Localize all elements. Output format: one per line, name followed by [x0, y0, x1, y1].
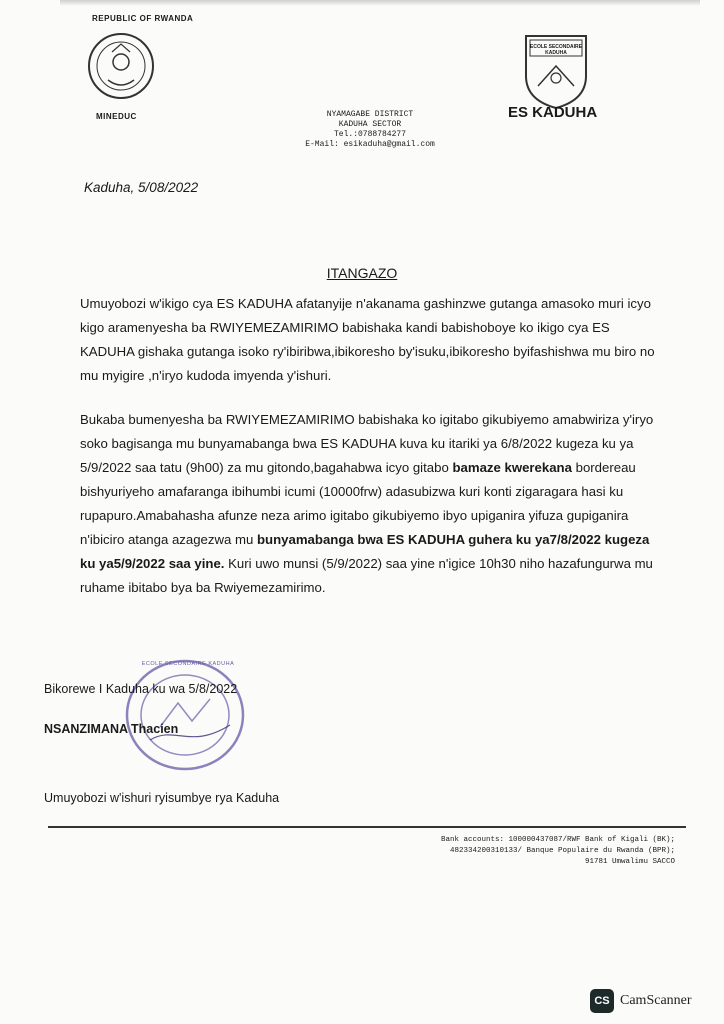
signature-place-date: Bikorewe I Kaduha ku wa 5/8/2022 [44, 682, 238, 696]
bank-line-2: 482334200310133/ Banque Populaire du Rwanda (BPR); [449, 847, 675, 855]
crest-text: ECOLE SECONDAIRE KADUHA [530, 44, 582, 56]
signatory-role: Umuyobozi w'ishuri ryisumbye rya Kaduha [44, 791, 280, 805]
date-line: Kaduha, 5/08/2022 [84, 180, 199, 195]
paragraph-2-part-2: bordereau bishyuriyeho amafaranga ibihumbi icumi (10000frw) adasubizwa kuri konti zigaragara hasi ku rupapuro.Amabahasha afunze neza arimo igitabo gikubiyemo ibyo upiganira yifuza gupiganira n'ibiciro atanga azagezwa mu [80, 460, 636, 547]
republic-header: REPUBLIC OF RWANDA [92, 14, 194, 23]
school-crest-icon [520, 30, 592, 110]
school-name-label: ES KADUHA [508, 104, 598, 121]
district-text: NYAMAGABE DISTRICT [326, 110, 414, 119]
footer-divider [48, 826, 686, 828]
page-top-edge [60, 0, 700, 6]
paragraph-2-part-3: Kuri uwo munsi (5/9/2022) saa yine n'igice 10h30 niho hazafungurwa mu ruhame ibitabo bya ba Rwiyemezamirimo. [80, 556, 653, 595]
camscanner-logo-icon: CS [590, 989, 614, 1013]
sector-text: KADUHA SECTOR [338, 120, 402, 129]
camscanner-label: CamScanner [620, 993, 692, 1008]
stamp-text: ECOLE SECONDAIRE KADUHA [141, 661, 235, 667]
address-block [275, 110, 465, 150]
school-stamp [120, 655, 250, 775]
bank-accounts [345, 835, 675, 868]
bank-line-1: Bank accounts: 100000437087/RWF Bank of Kigali (BK); [440, 836, 675, 844]
paragraph-2-bold-1: bamaze kwerekana [452, 460, 572, 475]
notice-title: ITANGAZO [326, 265, 398, 281]
paragraph-2-part-1: Bukaba bumenyesha ba RWIYEMEZAMIRIMO babishaka ko igitabo gikubiyemo amabwiriza y'iryo soko bagisanga mu bunyamabanga bwa ES KADUHA kuva ku itariki ya 6/8/2022 kugeza ku ya 5/9/2022 saa tatu (9h00) za mu gitondo,bagahabwa icyo gitabo [80, 412, 654, 475]
rwanda-seal-icon [86, 30, 156, 102]
paragraph-2 [80, 408, 660, 600]
signatory-name: NSANZIMANA Thacien [44, 722, 179, 736]
paragraph-2-bold-2: bunyamabanga bwa ES KADUHA guhera ku ya7/8/2022 kugeza ku ya5/9/2022 saa yine. [80, 532, 650, 571]
bank-line-3: 91781 Umwalimu SACCO [584, 858, 675, 866]
paragraph-1: Umuyobozi w'ikigo cya ES KADUHA afatanyije n'akanama gashinzwe gutanga amasoko muri icyo kigo aramenyesha ba RWIYEMEZAMIRIMO babishaka kandi babishoboye ko ikigo cya ES KADUHA gishaka gutanga isoko ry'ibiribwa,ibikoresho by'isuku,ibikoresho byifashishwa mu biro no mu myigire ,n'iryo kudoda imyenda y'ishuri. [80, 296, 655, 383]
mineduc-label: MINEDUC [96, 112, 137, 121]
email-text: E-Mail: esikaduha@gmail.com [305, 140, 435, 149]
phone-text: Tel.:0788784277 [333, 130, 406, 139]
camscanner-watermark [590, 988, 692, 1014]
